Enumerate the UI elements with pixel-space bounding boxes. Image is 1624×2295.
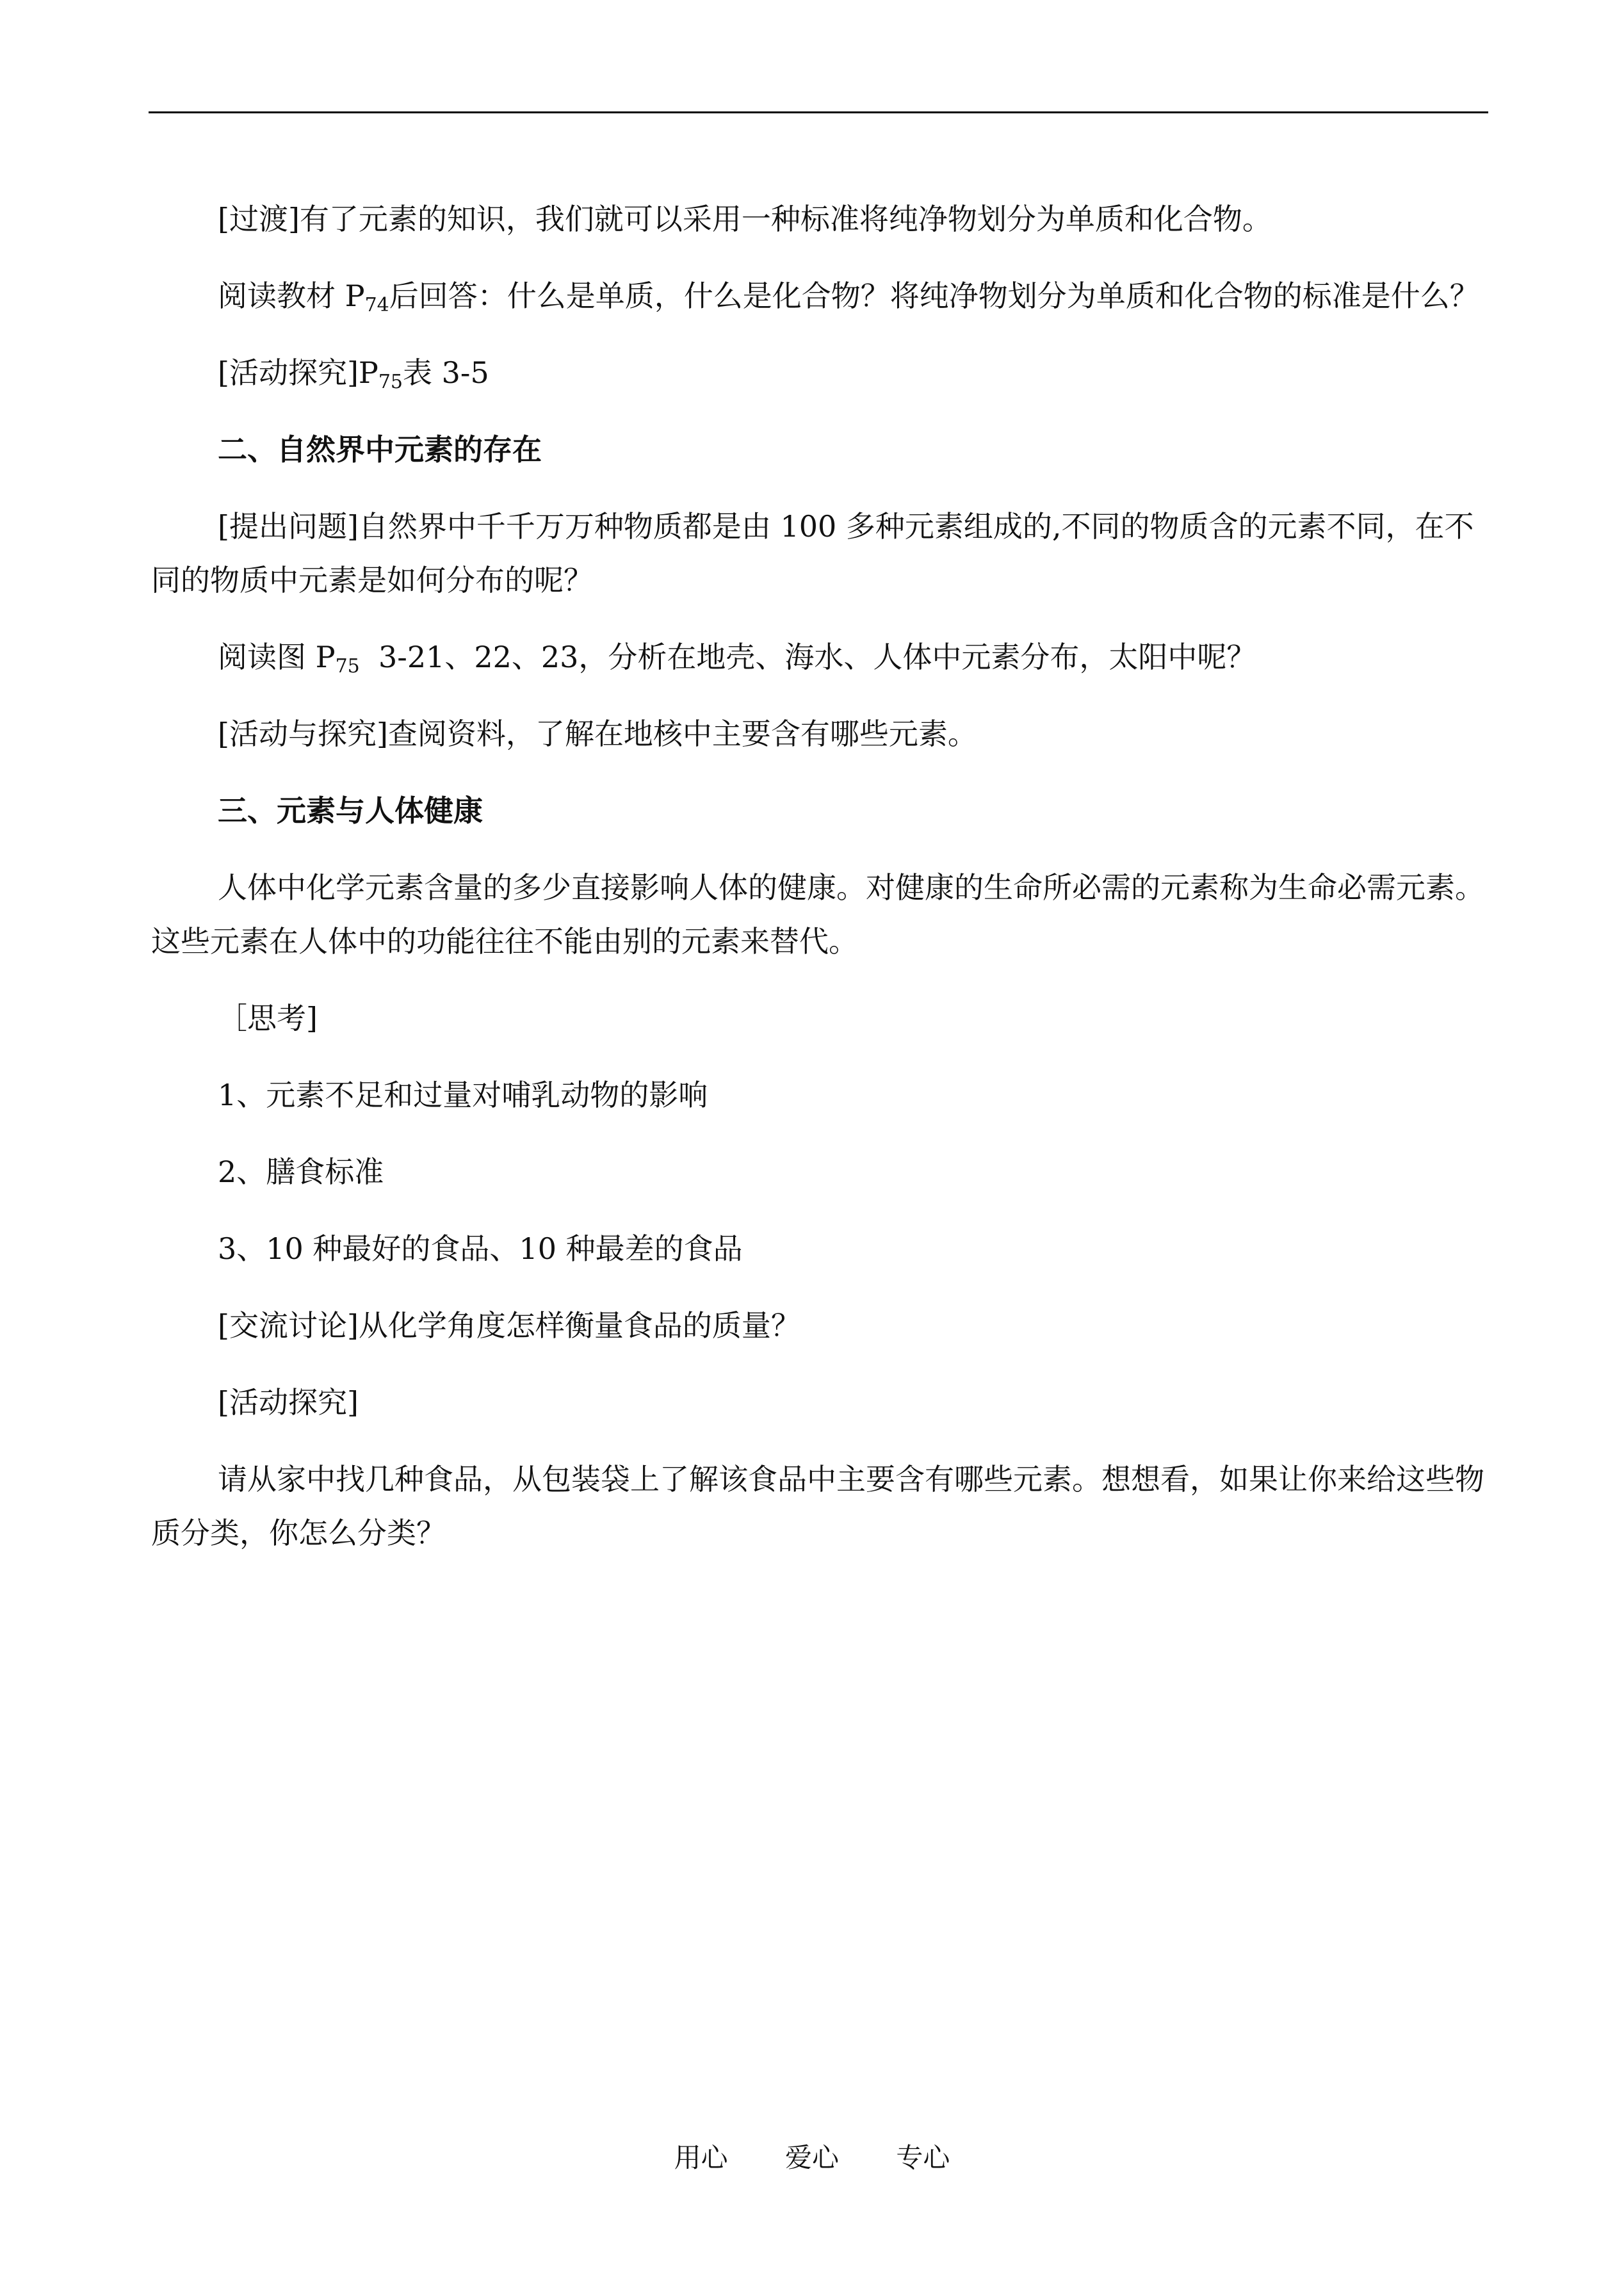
paragraph-activity: [活动探究] bbox=[218, 1385, 359, 1420]
activity-text-start: [活动探究]P bbox=[218, 355, 378, 390]
section-heading-health: 三、元素与人体健康 bbox=[218, 793, 483, 828]
reading-text-rest: 后回答：什么是单质，什么是化合物？将纯净物划分为单质和化合物的标准是什么？ bbox=[389, 279, 1479, 313]
figure-text-rest: 3-21、22、23，分析在地壳、海水、人体中元素分布，太阳中呢？ bbox=[359, 640, 1256, 674]
paragraph-health-intro: 人体中化学元素含量的多少直接影响人体的健康。对健康的生命所必需的元素称为生命必需元素。这些元素在人体中的功能往往不能由别的元素来替代。 bbox=[151, 870, 1484, 959]
paragraph-think: ［思考] bbox=[218, 1001, 318, 1035]
page-subscript: 74 bbox=[364, 294, 389, 316]
paragraph-explore-core: [活动与探究]查阅资料，了解在地核中主要含有哪些元素。 bbox=[218, 717, 977, 751]
reading-text-start: 阅读教材 P bbox=[218, 279, 365, 313]
paragraph-discussion: [交流讨论]从化学角度怎样衡量食品的质量？ bbox=[218, 1308, 800, 1343]
list-item-3: 3、10 种最好的食品、10 种最差的食品 bbox=[218, 1231, 743, 1266]
paragraph-food-task: 请从家中找几种食品，从包装袋上了解该食品中主要含有哪些元素。想想看，如果让你来给这些物质分类，你怎么分类？ bbox=[151, 1462, 1484, 1550]
paragraph-activity-table bbox=[151, 346, 1488, 400]
footer-word-2: 爱心 bbox=[784, 2142, 839, 2173]
paragraph-transition: [过渡]有了元素的知识，我们就可以采用一种标准将纯净物划分为单质和化合物。 bbox=[218, 202, 1272, 236]
list-item-1: 1、元素不足和过量对哺乳动物的影响 bbox=[218, 1078, 708, 1112]
paragraph-reading-textbook bbox=[151, 269, 1488, 323]
header-rule bbox=[149, 111, 1488, 113]
list-item-2: 2、膳食标准 bbox=[218, 1155, 384, 1189]
footer-word-3: 专心 bbox=[896, 2142, 950, 2173]
activity-text-rest: 表 3-5 bbox=[403, 355, 489, 390]
section-heading-nature: 二、自然界中元素的存在 bbox=[218, 432, 542, 467]
paragraph-reading-figure bbox=[151, 630, 1488, 684]
document-body bbox=[151, 192, 1488, 1583]
figure-text-start: 阅读图 P bbox=[218, 640, 336, 674]
page-footer bbox=[0, 2139, 1624, 2177]
paragraph-question: [提出问题]自然界中千千万万种物质都是由 100 多种元素组成的,不同的物质含的元素不同，在不同的物质中元素是如何分布的呢？ bbox=[151, 509, 1474, 597]
page-subscript: 75 bbox=[378, 371, 403, 393]
footer-word-1: 用心 bbox=[674, 2142, 728, 2173]
page-subscript: 75 bbox=[335, 655, 360, 677]
